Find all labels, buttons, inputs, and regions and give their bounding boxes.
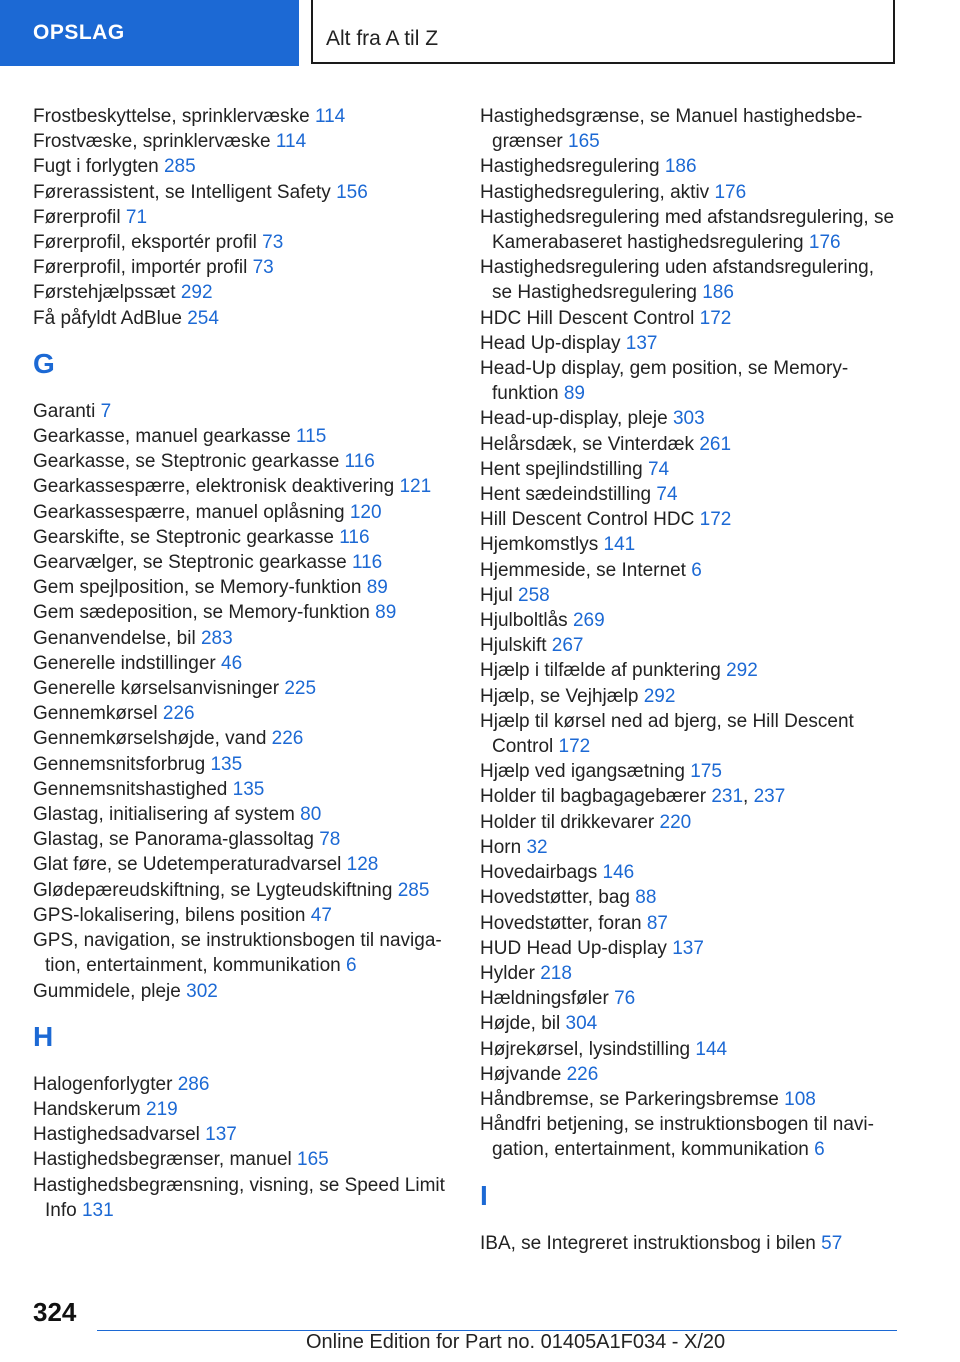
index-entry <box>480 482 905 507</box>
page-reference-link[interactable]: 186 <box>664 156 697 178</box>
page-reference-link[interactable]: 144 <box>695 1038 728 1060</box>
index-entry-term: Højvande <box>480 1063 562 1085</box>
page-reference-link[interactable]: 258 <box>518 584 550 606</box>
page-reference-link[interactable]: 116 <box>351 552 383 574</box>
page-reference-link[interactable]: 116 <box>344 451 375 473</box>
page-reference-link[interactable]: 226 <box>271 728 304 750</box>
index-entry-term: Hovedairbags <box>480 862 598 884</box>
index-entry-term: Højrekørsel, lysindstilling <box>480 1038 691 1060</box>
page-reference-link[interactable]: 225 <box>284 678 317 700</box>
index-entry-term: Glat føre, se Udetemperaturadvarsel <box>33 854 342 876</box>
index-entry <box>480 205 905 255</box>
index-entry-term: Hjul <box>480 584 513 606</box>
page-reference-link[interactable]: 286 <box>177 1073 210 1095</box>
index-entry <box>33 1147 453 1172</box>
index-entry-term: Hastighedsadvarsel <box>33 1124 200 1146</box>
index-entry <box>33 449 453 474</box>
index-entry-term: Hastighedsbegrænser, manuel <box>33 1149 292 1171</box>
index-entry-term: Glødepæreudskiftning, se Lygteudskiftning <box>33 879 393 901</box>
page-reference-link[interactable]: 304 <box>565 1013 598 1035</box>
page-reference-link[interactable]: 78 <box>319 829 341 851</box>
index-entry <box>480 1087 905 1112</box>
index-entry <box>480 583 905 608</box>
index-entry-term: Head-up-display, pleje <box>480 408 668 430</box>
index-entry <box>33 626 453 651</box>
page-reference-link[interactable]: 135 <box>232 778 265 800</box>
index-entry <box>480 306 905 331</box>
index-entry <box>480 331 905 356</box>
index-entry <box>480 961 905 986</box>
index-entry-term: Gearkassespærre, elektronisk deaktivering <box>33 476 395 498</box>
index-entry <box>33 852 453 877</box>
index-entry-term: Halogenforlygter <box>33 1073 173 1095</box>
index-entry-term: Få påfyldt AdBlue <box>33 307 182 329</box>
index-entry-term: Head-Up display, gem position, se Memory- <box>480 358 849 380</box>
page-reference-link[interactable]: 74 <box>656 484 678 506</box>
index-entry <box>480 986 905 1011</box>
index-entry <box>33 129 453 154</box>
index-entry <box>33 474 453 499</box>
index-entry <box>33 802 453 827</box>
index-entry-term: Gennemkørsel <box>33 703 158 725</box>
index-entry-term: Generelle indstillinger <box>33 652 216 674</box>
chapter-tab[interactable]: Alt fra A til Z <box>311 0 895 64</box>
page-reference-link[interactable]: 76 <box>614 988 636 1010</box>
index-entry <box>480 406 905 431</box>
page-reference-link[interactable]: 57 <box>821 1232 843 1254</box>
index-entry-term: HUD Head Up-display <box>480 937 667 959</box>
index-entry-term: Hastighedsregulering, aktiv <box>480 181 710 203</box>
index-entry-term: Gem sædeposition, se Memory-funktion <box>33 602 370 624</box>
index-entry-term: Hovedstøtter, foran <box>480 912 642 934</box>
index-entry-term: Hjælp i tilfælde af punktering <box>480 660 721 682</box>
index-entry-term: Helårsdæk, se Vinterdæk <box>480 433 695 455</box>
index-entry <box>33 399 453 424</box>
index-entry-term: HDC Hill Descent Control <box>480 307 695 329</box>
index-entry <box>480 457 905 482</box>
index-entry <box>480 608 905 633</box>
index-entry <box>33 230 453 255</box>
page-reference-link[interactable]: 87 <box>646 912 668 934</box>
page-reference-link[interactable]: 172 <box>699 509 732 531</box>
index-entry-term: Gennemsnitsforbrug <box>33 753 206 775</box>
page-reference-link[interactable]: 6 <box>346 955 357 977</box>
index-entry-term: Holder til drikkevarer <box>480 811 655 833</box>
index-entry-term: Gem spejlposition, se Memory-funktion <box>33 577 362 599</box>
index-entry <box>480 356 905 406</box>
page-reference-link[interactable]: 261 <box>699 433 732 455</box>
index-entry-term: Holder til bagbagagebærer <box>480 786 707 808</box>
page-reference-link[interactable]: 156 <box>336 181 368 203</box>
page-reference-link[interactable]: 89 <box>366 577 388 599</box>
page-reference-link[interactable]: 89 <box>563 383 585 405</box>
index-entry <box>33 928 453 978</box>
page-reference-link[interactable]: 6 <box>814 1139 825 1161</box>
index-entry-term: Hent spejlindstilling <box>480 458 643 480</box>
page-reference-link[interactable]: 226 <box>566 1063 599 1085</box>
index-column-left <box>33 104 453 1223</box>
index-letter-heading: G <box>33 347 55 379</box>
index-entry-term: Hastighedsbegrænsning, visning, se Speed Limit <box>33 1174 445 1196</box>
page-reference-link[interactable]: 172 <box>558 736 591 758</box>
page-reference-link[interactable]: 292 <box>643 685 676 707</box>
index-entry <box>33 280 453 305</box>
index-entry <box>33 180 453 205</box>
index-letter-heading: I <box>480 1179 488 1211</box>
page-number: 324 <box>33 1297 77 1327</box>
index-entry-term: Fugt i forlygten <box>33 156 159 178</box>
index-entry <box>33 525 453 550</box>
page-reference-link[interactable]: 172 <box>699 307 732 329</box>
index-entry <box>480 532 905 557</box>
index-entry-term: Gearkassespærre, manuel oplåsning <box>33 501 345 523</box>
index-entry-term: Førerprofil, importér profil <box>33 257 248 279</box>
page-reference-link[interactable]: 137 <box>672 937 704 959</box>
index-entry-term: GPS, navigation, se instruktionsbogen til naviga- <box>33 930 442 952</box>
index-entry-term: Førerprofil, eksportér profil <box>33 232 257 254</box>
index-entry-term: Gearkasse, se Steptronic gearkasse <box>33 451 340 473</box>
index-entry <box>480 709 905 759</box>
page-header <box>0 0 960 66</box>
page-reference-link[interactable]: 226 <box>162 703 195 725</box>
index-entry <box>480 558 905 583</box>
index-entry <box>480 936 905 961</box>
page-reference-link[interactable]: 114 <box>314 106 346 127</box>
page-reference-link[interactable]: 88 <box>635 887 657 909</box>
page-reference-link[interactable]: 114 <box>275 131 307 153</box>
index-entry-term-continued: se Hastighedsregulering <box>492 282 697 304</box>
index-entry <box>480 104 905 154</box>
section-tab[interactable]: OPSLAG <box>0 0 299 66</box>
page-reference-link[interactable]: 128 <box>346 854 379 876</box>
index-entry <box>33 903 453 928</box>
index-entry <box>33 255 453 280</box>
index-entry-term: Hjemkomstlys <box>480 534 599 556</box>
page-reference-link[interactable]: 141 <box>603 534 636 556</box>
index-entry <box>480 684 905 709</box>
index-entry-term: Håndfri betjening, se instruktionsbogen til navi- <box>480 1114 874 1136</box>
page-reference-link[interactable]: 89 <box>375 602 397 624</box>
index-entry-term: Generelle kørselsanvisninger <box>33 678 280 700</box>
page-reference-link[interactable]: 137 <box>625 332 658 354</box>
index-entry <box>33 500 453 525</box>
page-reference-link[interactable]: 115 <box>295 426 327 448</box>
index-entry <box>480 1011 905 1036</box>
index-entry-term: IBA, se Integreret instruktionsbog i bilen <box>480 1232 816 1254</box>
page-reference-link[interactable]: 131 <box>81 1199 114 1221</box>
index-entry-term: Genanvendelse, bil <box>33 627 196 649</box>
index-entry <box>33 1097 453 1122</box>
index-entry <box>480 633 905 658</box>
index-entry-term: Frostvæske, sprinklervæske <box>33 131 271 153</box>
index-entry: Holder til bagbagagebærer 231, 237 <box>480 786 786 808</box>
page-reference-link[interactable]: 32 <box>526 836 548 858</box>
index-entry <box>33 550 453 575</box>
index-entry-term: Førerassistent, se Intelligent Safety <box>33 181 331 203</box>
index-entry <box>33 1173 453 1223</box>
index-entry <box>33 752 453 777</box>
index-entry <box>33 777 453 802</box>
index-entry-term: Gummidele, pleje <box>33 980 181 1002</box>
index-entry <box>33 306 453 331</box>
page-reference-link[interactable]: 6 <box>691 559 702 581</box>
page-reference-link[interactable]: 186 <box>702 282 734 304</box>
index-entry <box>33 104 453 129</box>
index-entry <box>480 885 905 910</box>
index-entry-term: Hent sædeindstilling <box>480 484 652 506</box>
index-entry-term: Hjemmeside, se Internet <box>480 559 686 581</box>
index-entry-term-continued: gation, entertainment, kommunikation <box>492 1139 809 1161</box>
index-entry <box>33 575 453 600</box>
page-reference-link[interactable]: 73 <box>262 232 284 254</box>
page-reference-link[interactable]: 121 <box>399 476 432 498</box>
page-reference-link[interactable]: 292 <box>726 660 758 682</box>
page-reference-link[interactable]: 292 <box>180 282 213 304</box>
index-entry-term: Gennemkørselshøjde, vand <box>33 728 267 750</box>
index-entry-term: Hældningsføler <box>480 988 609 1010</box>
page-reference-link[interactable]: 237 <box>753 786 786 808</box>
page-reference-link[interactable]: 73 <box>252 257 274 279</box>
index-entry <box>33 726 453 751</box>
page-reference-link[interactable]: 146 <box>602 862 635 884</box>
index-entry-term: Hovedstøtter, bag <box>480 887 630 909</box>
index-entry-term: Hjælp til kørsel ned ad bjerg, se Hill Descent <box>480 710 854 732</box>
index-entry-term: Hjælp ved igangsætning <box>480 761 685 783</box>
index-entry-term: GPS-lokalisering, bilens position <box>33 904 306 926</box>
page-reference-link[interactable]: 47 <box>310 904 332 926</box>
page-reference-link[interactable]: 7 <box>100 400 112 422</box>
page-reference-link[interactable]: 302 <box>186 980 218 1002</box>
page-reference-link[interactable]: 231 <box>711 786 744 808</box>
index-entry-term-continued: tion, entertainment, kommunikation <box>45 955 341 977</box>
page-reference-link[interactable]: 303 <box>672 408 705 430</box>
index-entry <box>33 1072 453 1097</box>
index-entry <box>480 1037 905 1062</box>
index-entry <box>480 180 905 205</box>
index-entry-term: Glastag, se Panorama-glassoltag <box>33 829 314 851</box>
index-entry-term-continued: grænser <box>492 131 563 153</box>
index-entry <box>480 255 905 305</box>
page-reference-link[interactable]: 267 <box>551 635 584 657</box>
index-entry-term-continued: funktion <box>492 383 559 405</box>
index-entry <box>33 827 453 852</box>
index-entry <box>480 860 905 885</box>
page-reference-link[interactable]: 175 <box>690 761 722 783</box>
page-reference-link[interactable]: 176 <box>808 232 841 254</box>
page-reference-link[interactable]: 165 <box>568 131 600 153</box>
index-entry <box>33 154 453 179</box>
page-reference-link[interactable]: 254 <box>187 307 219 329</box>
index-entry-term: Hastighedsregulering med afstandsregulering, se <box>480 206 895 228</box>
index-entry-term: Højde, bil <box>480 1013 561 1035</box>
index-entry-term: Handskerum <box>33 1098 141 1120</box>
index-entry <box>33 651 453 676</box>
index-entry-term: Førstehjælpssæt <box>33 282 176 304</box>
page-reference-link[interactable]: 285 <box>397 879 430 901</box>
index-entry <box>480 432 905 457</box>
index-entry-term: Håndbremse, se Parkeringsbremse <box>480 1088 779 1110</box>
page-reference-link[interactable]: 220 <box>659 811 692 833</box>
index-entry-term: Frostbeskyttelse, sprinklervæske <box>33 106 310 127</box>
index-entry-term: Hastighedsgrænse, se Manuel hastighedsbe- <box>480 106 863 127</box>
page-reference-link[interactable]: 165 <box>297 1149 329 1171</box>
index-entry-term: Glastag, initialisering af system <box>33 804 295 826</box>
index-entry <box>480 835 905 860</box>
index-entry <box>33 878 453 903</box>
index-entry-term: Hjulskift <box>480 635 547 657</box>
index-letter-heading: H <box>33 1020 54 1052</box>
page-reference-link[interactable]: 46 <box>221 652 243 674</box>
index-entry-term: Hjælp, se Vejhjælp <box>480 685 639 707</box>
page-reference-link[interactable]: 283 <box>200 627 233 649</box>
index-entry-term: Hastighedsregulering <box>480 156 660 178</box>
index-entry-term: Hjulboltlås <box>480 610 568 632</box>
index-entry-term: Horn <box>480 836 522 858</box>
page-reference-link[interactable]: 176 <box>714 181 747 203</box>
index-entry-term: Gearskifte, se Steptronic gearkasse <box>33 526 334 548</box>
index-entry <box>480 810 905 835</box>
index-entry-term: Gennemsnitshastighed <box>33 778 228 800</box>
index-entry <box>480 1062 905 1087</box>
index-entry-term-continued: Kamerabaseret hastighedsregulering <box>492 232 804 254</box>
index-entry-term-continued: Control <box>492 736 554 758</box>
page-reference-link[interactable]: 269 <box>572 610 605 632</box>
index-entry <box>480 1231 905 1256</box>
page-reference-link[interactable]: 218 <box>540 962 572 984</box>
index-entry <box>480 759 905 784</box>
page-reference-link[interactable]: 120 <box>349 501 382 523</box>
index-entry-term: Gearvælger, se Steptronic gearkasse <box>33 552 347 574</box>
page-reference-link[interactable]: 285 <box>163 156 196 178</box>
page-reference-link[interactable]: 116 <box>339 526 370 548</box>
page-reference-link[interactable]: 219 <box>146 1098 178 1120</box>
index-entry <box>480 507 905 532</box>
index-entry-term: Hill Descent Control HDC <box>480 509 695 531</box>
index-entry <box>33 676 453 701</box>
index-entry <box>33 1122 453 1147</box>
index-entry-term: Hylder <box>480 962 535 984</box>
index-entry <box>480 1112 905 1162</box>
index-entry <box>33 424 453 449</box>
index-entry-term-continued: Info <box>45 1199 77 1221</box>
index-column-right <box>480 104 905 1256</box>
index-entry-term: Garanti <box>33 400 96 422</box>
footer-edition-text: Online Edition for Part no. 01405A1F034 - X/20 <box>306 1331 726 1353</box>
page-reference-link[interactable]: 74 <box>647 458 670 480</box>
index-entry <box>480 911 905 936</box>
index-entry-term: Head Up-display <box>480 332 621 354</box>
index-entry <box>480 658 905 683</box>
index-entry <box>33 979 453 1004</box>
page-reference-link[interactable]: 80 <box>300 804 322 826</box>
index-entry-term: Gearkasse, manuel gearkasse <box>33 426 291 448</box>
page-reference-link[interactable]: 137 <box>205 1124 237 1146</box>
index-entry <box>33 205 453 230</box>
index-entry-term: Hastighedsregulering uden afstandsregulering, <box>480 257 874 279</box>
page-reference-link[interactable]: 71 <box>125 206 148 228</box>
index-entry <box>33 701 453 726</box>
page-reference-link[interactable]: 108 <box>784 1088 816 1110</box>
index-entry <box>480 154 905 179</box>
index-entry <box>33 600 453 625</box>
page-reference-link[interactable]: 135 <box>210 753 243 775</box>
index-entry-term: Førerprofil <box>33 206 121 228</box>
